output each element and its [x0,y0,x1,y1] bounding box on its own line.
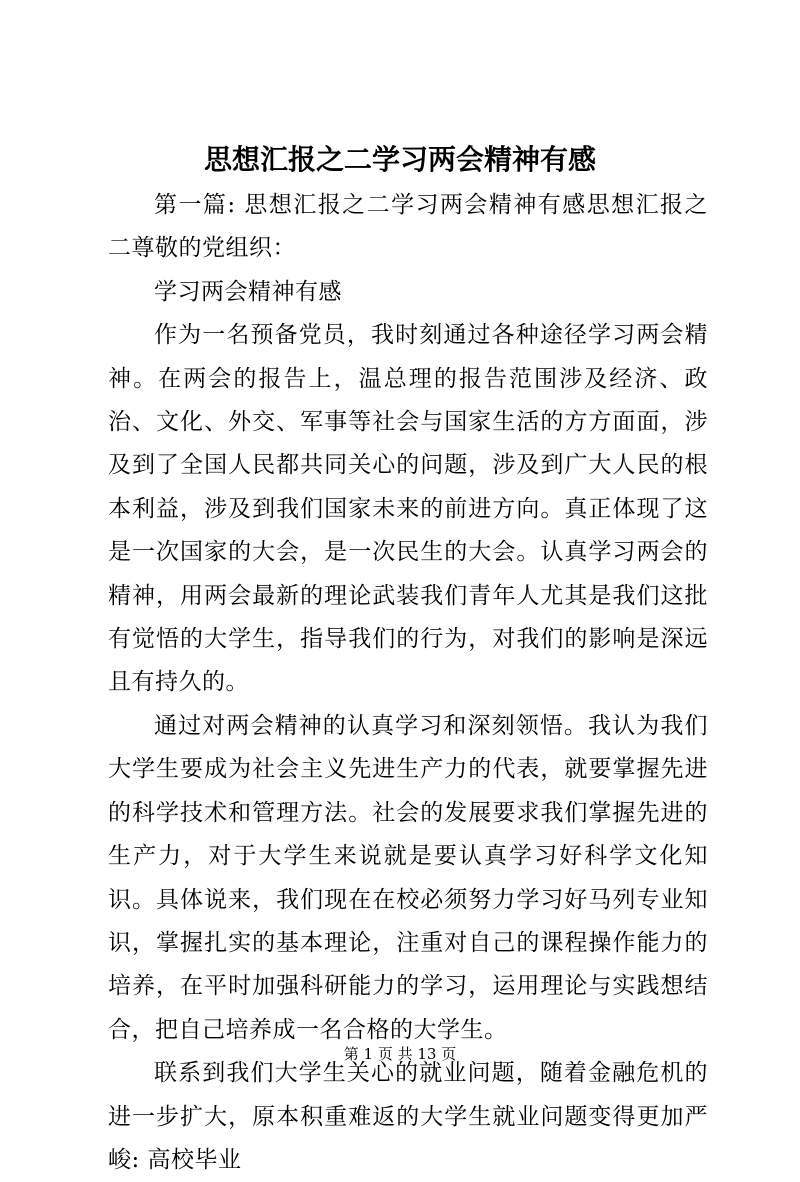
paragraph-1: 作为一名预备党员，我时刻通过各种途径学习两会精神。在两会的报告上，温总理的报告范围涉及经济、政治、文化、外交、军事等社会与国家生活的方方面面，涉及到了全国人民都共同关心的问题，涉及到广大人民的根本利益，涉及到我们国家未来的前进方向。真正体现了这是一次国家的大会，是一次民生的大会。认真学习两会的精神，用两会最新的理论武装我们青年人尤其是我们这批有觉悟的大学生，指导我们的行为，对我们的影响是深远且有持久的。 [108,322,708,696]
paragraph-subtitle: 学习两会精神有感 [154,278,342,305]
document-body [108,184,708,1182]
page-number-footer: 第 1 页 共 13 页 [343,1045,457,1063]
document-title: 思想汇报之二学习两会精神有感 [203,143,596,176]
paragraph-2: 通过对两会精神的认真学习和深刻领悟。我认为我们大学生要成为社会主义先进生产力的代表，就要掌握先进的科学技术和管理方法。社会的发展要求我们掌握先进的生产力，对于大学生来说就是要认真学习好科学文化知识。具体说来，我们现在在校必须努力学习好马列专业知识，掌握扎实的基本理论，注重对自己的课程操作能力的培养，在平时加强科研能力的学习，运用理论与实践想结合，把自己培养成一名合格的大学生。 [108,712,708,1043]
paragraph-3: 联系到我们大学生关心的就业问题，随着金融危机的进一步扩大，原本积重难返的大学生就业问题变得更加严峻: 高校毕业 [108,1060,708,1173]
paragraph-salutation: 第一篇: 思想汇报之二学习两会精神有感思想汇报之二尊敬的党组织： [108,192,708,262]
